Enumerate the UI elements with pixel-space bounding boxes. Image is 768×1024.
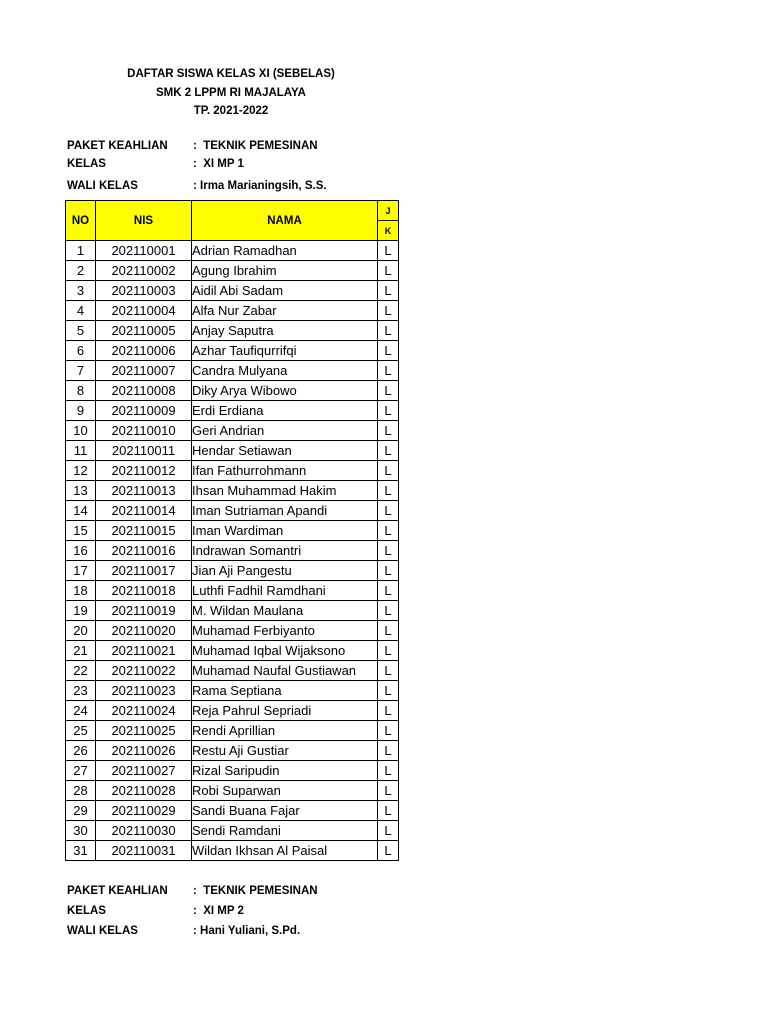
row-number: 30	[66, 821, 96, 841]
student-gender: L	[378, 281, 399, 301]
student-gender: L	[378, 601, 399, 621]
paket-keahlian-label: PAKET KEAHLIAN	[67, 885, 168, 897]
wali-kelas-value: : Irma Marianingsih, S.S.	[193, 180, 327, 192]
table-row	[66, 401, 399, 421]
table-row	[66, 641, 399, 661]
wali-kelas-label: WALI KELAS	[67, 180, 138, 192]
row-number: 1	[66, 241, 96, 261]
student-nis: 202110002	[96, 261, 192, 281]
student-gender: L	[378, 341, 399, 361]
row-number: 15	[66, 521, 96, 541]
row-number: 12	[66, 461, 96, 481]
column-header-jk-bottom: K	[378, 221, 399, 241]
student-nis: 202110004	[96, 301, 192, 321]
row-number: 24	[66, 701, 96, 721]
table-row	[66, 601, 399, 621]
student-nis: 202110026	[96, 741, 192, 761]
table-row	[66, 761, 399, 781]
student-nis: 202110010	[96, 421, 192, 441]
student-gender: L	[378, 721, 399, 741]
student-nis: 202110016	[96, 541, 192, 561]
student-roster-table	[65, 200, 399, 861]
student-nis: 202110006	[96, 341, 192, 361]
student-nis: 202110029	[96, 801, 192, 821]
table-row	[66, 341, 399, 361]
student-gender: L	[378, 801, 399, 821]
student-nis: 202110019	[96, 601, 192, 621]
student-gender: L	[378, 381, 399, 401]
table-row	[66, 801, 399, 821]
student-nis: 202110007	[96, 361, 192, 381]
kelas-label: KELAS	[67, 158, 106, 170]
student-name: Diky Arya Wibowo	[192, 381, 378, 401]
student-name: Rama Septiana	[192, 681, 378, 701]
student-nis: 202110022	[96, 661, 192, 681]
kelas-value: : XI MP 2	[193, 905, 244, 917]
table-row	[66, 661, 399, 681]
student-name: Robi Suparwan	[192, 781, 378, 801]
student-nis: 202110018	[96, 581, 192, 601]
table-row	[66, 841, 399, 861]
student-gender: L	[378, 821, 399, 841]
student-nis: 202110025	[96, 721, 192, 741]
student-name: Indrawan Somantri	[192, 541, 378, 561]
student-name: Iman Sutriaman Apandi	[192, 501, 378, 521]
student-gender: L	[378, 481, 399, 501]
row-number: 2	[66, 261, 96, 281]
student-gender: L	[378, 661, 399, 681]
student-name: Agung Ibrahim	[192, 261, 378, 281]
table-row	[66, 421, 399, 441]
table-row	[66, 481, 399, 501]
student-gender: L	[378, 781, 399, 801]
table-row	[66, 501, 399, 521]
student-name: Sendi Ramdani	[192, 821, 378, 841]
student-name: Iman Wardiman	[192, 521, 378, 541]
student-gender: L	[378, 401, 399, 421]
student-name: Rizal Saripudin	[192, 761, 378, 781]
student-nis: 202110013	[96, 481, 192, 501]
student-name: Reja Pahrul Sepriadi	[192, 701, 378, 721]
student-name: Muhamad Ferbiyanto	[192, 621, 378, 641]
student-nis: 202110001	[96, 241, 192, 261]
student-name: Erdi Erdiana	[192, 401, 378, 421]
row-number: 4	[66, 301, 96, 321]
table-row	[66, 741, 399, 761]
table-row	[66, 721, 399, 741]
table-row	[66, 781, 399, 801]
student-gender: L	[378, 521, 399, 541]
table-row	[66, 301, 399, 321]
row-number: 31	[66, 841, 96, 861]
student-gender: L	[378, 541, 399, 561]
table-row	[66, 621, 399, 641]
student-nis: 202110008	[96, 381, 192, 401]
student-nis: 202110009	[96, 401, 192, 421]
table-row	[66, 561, 399, 581]
student-nis: 202110028	[96, 781, 192, 801]
student-name: Candra Mulyana	[192, 361, 378, 381]
student-name: Wildan Ikhsan Al Paisal	[192, 841, 378, 861]
student-name: Muhamad Naufal Gustiawan	[192, 661, 378, 681]
table-row	[66, 821, 399, 841]
column-header-nis: NIS	[96, 201, 192, 241]
student-gender: L	[378, 641, 399, 661]
table-row	[66, 361, 399, 381]
school-year: TP. 2021-2022	[193, 105, 269, 117]
student-gender: L	[378, 301, 399, 321]
student-nis: 202110024	[96, 701, 192, 721]
row-number: 16	[66, 541, 96, 561]
row-number: 14	[66, 501, 96, 521]
student-name: Luthfi Fadhil Ramdhani	[192, 581, 378, 601]
row-number: 27	[66, 761, 96, 781]
table-row	[66, 581, 399, 601]
student-gender: L	[378, 681, 399, 701]
row-number: 19	[66, 601, 96, 621]
student-nis: 202110023	[96, 681, 192, 701]
student-nis: 202110027	[96, 761, 192, 781]
table-row	[66, 241, 399, 261]
document-title: DAFTAR SISWA KELAS XI (SEBELAS)	[127, 68, 335, 80]
student-name: Ihsan Muhammad Hakim	[192, 481, 378, 501]
student-nis: 202110011	[96, 441, 192, 461]
row-number: 21	[66, 641, 96, 661]
row-number: 3	[66, 281, 96, 301]
student-nis: 202110012	[96, 461, 192, 481]
student-gender: L	[378, 501, 399, 521]
table-row	[66, 461, 399, 481]
student-nis: 202110030	[96, 821, 192, 841]
row-number: 28	[66, 781, 96, 801]
row-number: 29	[66, 801, 96, 821]
row-number: 10	[66, 421, 96, 441]
row-number: 20	[66, 621, 96, 641]
kelas-label: KELAS	[67, 905, 106, 917]
student-gender: L	[378, 741, 399, 761]
student-nis: 202110015	[96, 521, 192, 541]
table-row	[66, 281, 399, 301]
student-gender: L	[378, 461, 399, 481]
column-header-nama: NAMA	[192, 201, 378, 241]
table-row	[66, 521, 399, 541]
row-number: 18	[66, 581, 96, 601]
student-gender: L	[378, 421, 399, 441]
student-gender: L	[378, 581, 399, 601]
student-gender: L	[378, 561, 399, 581]
student-nis: 202110014	[96, 501, 192, 521]
school-name: SMK 2 LPPM RI MAJALAYA	[156, 87, 306, 99]
student-name: Aidil Abi Sadam	[192, 281, 378, 301]
row-number: 5	[66, 321, 96, 341]
paket-keahlian-label: PAKET KEAHLIAN	[67, 140, 168, 152]
student-name: Sandi Buana Fajar	[192, 801, 378, 821]
student-gender: L	[378, 761, 399, 781]
student-gender: L	[378, 261, 399, 281]
student-gender: L	[378, 621, 399, 641]
student-gender: L	[378, 441, 399, 461]
table-row	[66, 681, 399, 701]
table-row	[66, 321, 399, 341]
student-nis: 202110020	[96, 621, 192, 641]
row-number: 25	[66, 721, 96, 741]
student-name: Hendar Setiawan	[192, 441, 378, 461]
student-name: Alfa Nur Zabar	[192, 301, 378, 321]
row-number: 7	[66, 361, 96, 381]
student-gender: L	[378, 841, 399, 861]
student-nis: 202110003	[96, 281, 192, 301]
row-number: 26	[66, 741, 96, 761]
row-number: 23	[66, 681, 96, 701]
student-name: M. Wildan Maulana	[192, 601, 378, 621]
student-gender: L	[378, 321, 399, 341]
student-name: Restu Aji Gustiar	[192, 741, 378, 761]
student-name: Azhar Taufiqurrifqi	[192, 341, 378, 361]
student-gender: L	[378, 701, 399, 721]
row-number: 8	[66, 381, 96, 401]
row-number: 13	[66, 481, 96, 501]
student-nis: 202110031	[96, 841, 192, 861]
table-row	[66, 261, 399, 281]
paket-keahlian-value: : TEKNIK PEMESINAN	[193, 885, 318, 897]
row-number: 6	[66, 341, 96, 361]
kelas-value: : XI MP 1	[193, 158, 244, 170]
table-row	[66, 541, 399, 561]
table-row	[66, 701, 399, 721]
student-nis: 202110005	[96, 321, 192, 341]
student-name: Anjay Saputra	[192, 321, 378, 341]
row-number: 17	[66, 561, 96, 581]
row-number: 11	[66, 441, 96, 461]
student-name: Geri Andrian	[192, 421, 378, 441]
paket-keahlian-value: : TEKNIK PEMESINAN	[193, 140, 318, 152]
column-header-no: NO	[66, 201, 96, 241]
table-row	[66, 381, 399, 401]
student-nis: 202110021	[96, 641, 192, 661]
student-name: Adrian Ramadhan	[192, 241, 378, 261]
wali-kelas-label: WALI KELAS	[67, 925, 138, 937]
student-name: Muhamad Iqbal Wijaksono	[192, 641, 378, 661]
column-header-jk-top: J	[378, 201, 399, 221]
student-name: Rendi Aprillian	[192, 721, 378, 741]
row-number: 9	[66, 401, 96, 421]
student-gender: L	[378, 361, 399, 381]
student-nis: 202110017	[96, 561, 192, 581]
student-name: Ifan Fathurrohmann	[192, 461, 378, 481]
wali-kelas-value: : Hani Yuliani, S.Pd.	[193, 925, 301, 937]
student-gender: L	[378, 241, 399, 261]
table-row	[66, 441, 399, 461]
student-name: Jian Aji Pangestu	[192, 561, 378, 581]
row-number: 22	[66, 661, 96, 681]
